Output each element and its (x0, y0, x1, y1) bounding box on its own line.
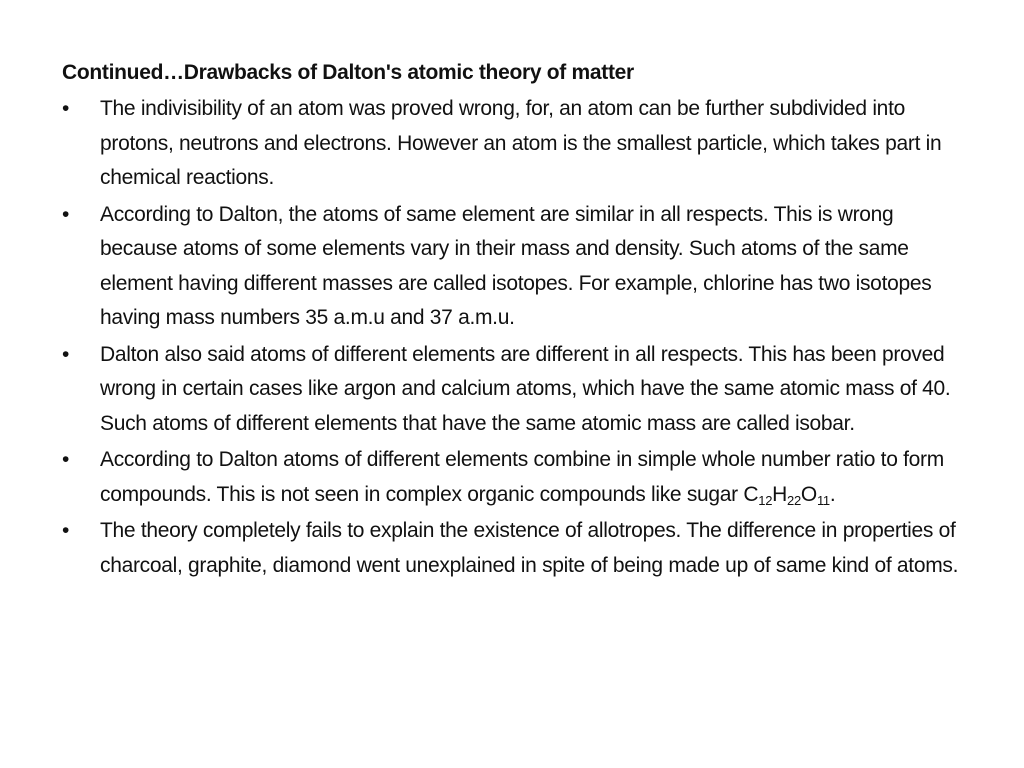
formula-hydrogen-count: 22 (787, 492, 801, 508)
sugar-formula (743, 483, 835, 506)
bullet-item-indivisibility (62, 92, 974, 196)
formula-hydrogen: H (772, 482, 788, 506)
bullet-text: The theory completely fails to explain the existence of allotropes. The difference in properties of charcoal, graphite, diamond went unexplained in spite of being made up of same kind of atoms. (100, 519, 959, 577)
bullet-icon: • (62, 202, 70, 226)
slide-title: Continued…Drawbacks of Dalton's atomic theory of matter (62, 61, 634, 84)
bullet-icon: • (62, 519, 70, 542)
bullet-item-allotropes (62, 514, 974, 583)
bullet-icon: • (62, 342, 70, 366)
bullet-list (62, 92, 974, 583)
formula-carbon-count: 12 (758, 492, 773, 508)
bullet-item-isotopes (62, 198, 974, 336)
formula-oxygen-count: 11 (816, 492, 830, 508)
bullet-text: According to Dalton atoms of different elements combine in simple whole number ratio to form compounds. This is not seen in complex organic compounds like sugar (100, 448, 944, 506)
bullet-icon: • (62, 448, 70, 471)
bullet-text: Dalton also said atoms of different elements are different in all respects. This has been proved wrong in certain cases like argon and calcium atoms, which have the same atomic mass of 40. Such atoms of different elements that have the same atomic mass are called isobar. (100, 342, 951, 435)
bullet-text: The indivisibility of an atom was proved wrong, for, an atom can be further subdivided into protons, neutrons and electrons. However an atom is the smallest particle, which takes part in chemical reactions. (100, 97, 942, 189)
bullet-item-whole-number-ratio (62, 443, 974, 512)
bullet-item-isobars (62, 338, 974, 442)
formula-carbon: C (743, 482, 759, 506)
bullet-icon: • (62, 97, 70, 120)
formula-oxygen: O (800, 482, 817, 506)
bullet-text: According to Dalton, the atoms of same element are similar in all respects. This is wrong because atoms of some elements vary in their mass and density. Such atoms of the same element having different masses are called isotopes. For example, chlorine has two isotopes having mass numbers 35 a.m.u and 37 a.m.u. (100, 202, 932, 329)
formula-end-period: . (829, 482, 836, 506)
